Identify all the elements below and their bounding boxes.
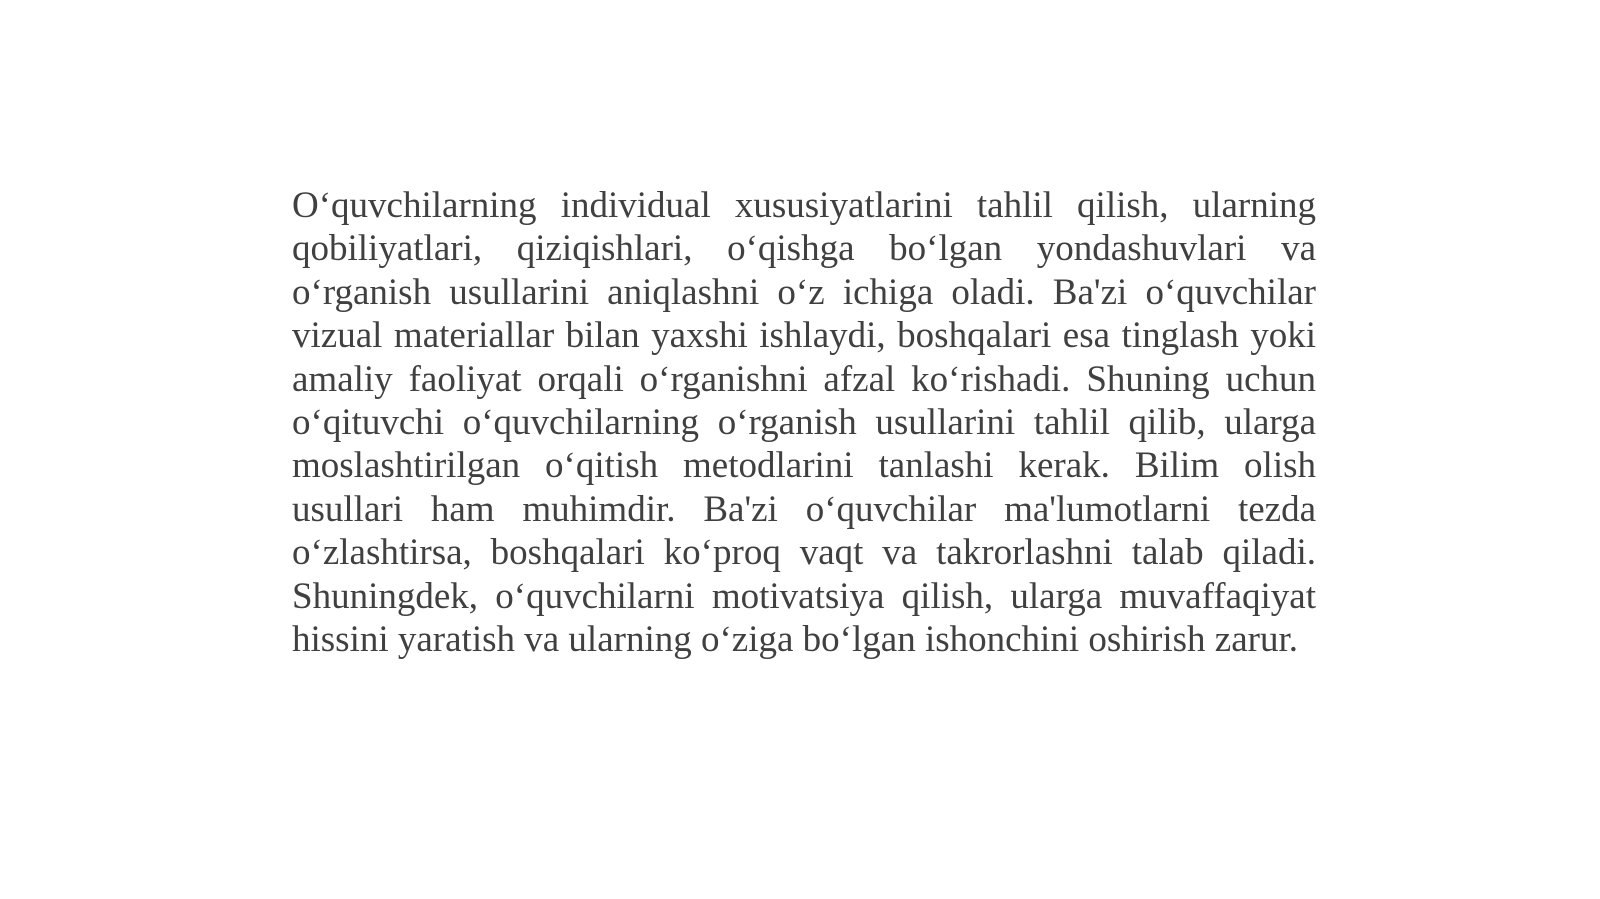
body-paragraph: O‘quvchilarning individual xususiyatlarini tahlil qilish, ularning qobiliyatlari, qiziqishlari, o‘qishga bo‘lgan yondashuvlari va o‘rganish usullarini aniqlashni o‘z ichiga oladi. Ba'zi o‘quvchilar vizual materiallar bilan yaxshi ishlaydi, boshqalari esa tinglash yoki amaliy faoliyat orqali o‘rganishni afzal ko‘rishadi. Shuning uchun o‘qituvchi o‘quvchilarning o‘rganish usullarini tahlil qilib, ularga moslashtirilgan o‘qitish metodlarini tanlashi kerak. Bilim olish usullari ham muhimdir. Ba'zi o‘quvchilar ma'lumotlarni tezda o‘zlashtirsa, boshqalari ko‘proq vaqt va takrorlashni talab qiladi. Shuningdek, o‘quvchilarni motivatsiya qilish, ularga muvaffaqiyat hissini yaratish va ularning o‘ziga bo‘lgan ishonchini oshirish zarur. [292,185,1316,661]
